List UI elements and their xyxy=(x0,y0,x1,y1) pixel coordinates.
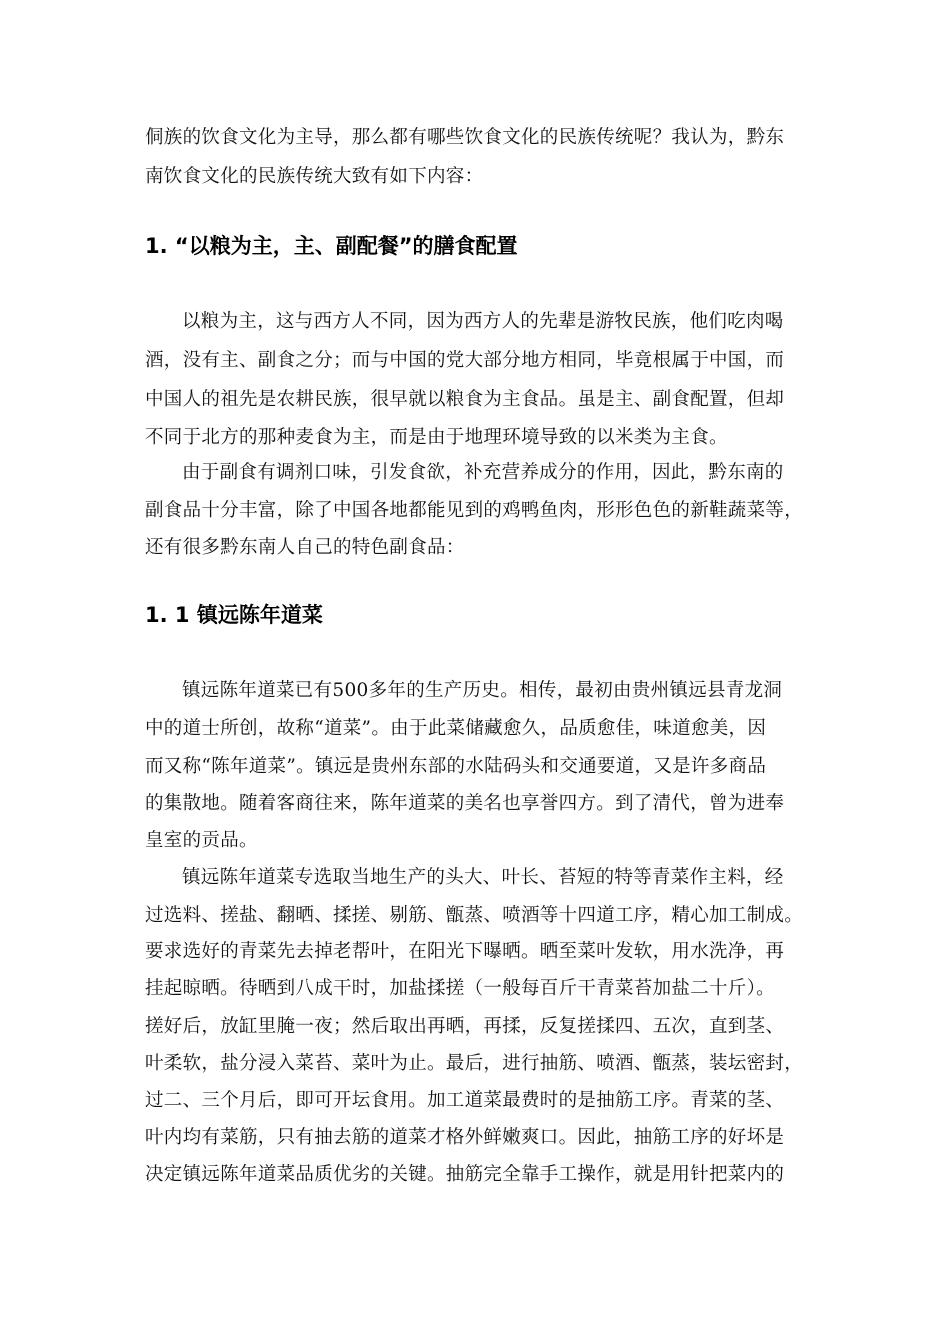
intro-line-2: 南饮食文化的民族传统大致有如下内容： xyxy=(145,166,484,187)
section1-para2-line-2: 副食品十分丰富，除了中国各地都能见到的鸡鸭鱼肉，形形色色的新鞋蔬菜等， xyxy=(145,500,804,521)
section-heading-1: 1. “以粮为主，主、副配餐”的膳食配置 xyxy=(145,234,518,258)
section1-para1-line-2: 酒，没有主、副食之分；而与中国的党大部分地方相同，毕竟根属于中国，而 xyxy=(145,350,785,371)
section1-1-para2-line-7: 过二、三个月后，即可开坛食用。加工道菜最费时的是抽筋工序。青菜的茎、 xyxy=(145,1090,785,1111)
section1-1-para2-line-2: 过选料、搓盐、翻晒、揉搓、剔筋、甑蒸、喷酒等十四道工序，精心加工制成。 xyxy=(145,905,804,926)
section1-1-para1-line-2: 中的道士所创，故称“道菜”。由于此菜储藏愈久，品质愈佳，味道愈美，因 xyxy=(145,718,767,739)
section1-1-para1-line-3: 而又称“陈年道菜”。镇远是贵州东部的水陆码头和交通要道，又是许多商品 xyxy=(145,756,767,777)
section1-1-para1-line-5: 皇室的贡品。 xyxy=(145,830,258,851)
section1-para1-line-4: 不同于北方的那种麦食为主，而是由于地理环境导致的以米类为主食。 xyxy=(145,427,728,448)
section1-1-para2-line-6: 叶柔软，盐分浸入菜苔、菜叶为止。最后，进行抽筋、喷酒、甑蒸，装坛密封， xyxy=(145,1053,804,1074)
section1-para2-line-1: 由于副食有调剂口味，引发食欲，补充营养成分的作用，因此，黔东南的 xyxy=(182,462,784,483)
section-heading-1-1: 1. 1 镇远陈年道菜 xyxy=(145,603,323,627)
section1-para1-line-3: 中国人的祖先是农耕民族，很早就以粮食为主食品。虽是主、副食配置，但却 xyxy=(145,389,785,410)
intro-line-1: 侗族的饮食文化为主导，那么都有哪些饮食文化的民族传统呢？我认为，黔东 xyxy=(145,127,785,148)
section1-1-para1-line-1: 镇远陈年道菜已有500多年的生产历史。相传，最初由贵州镇远县青龙洞 xyxy=(182,680,783,701)
section1-1-para2-line-4: 挂起晾晒。待晒到八成干时，加盐揉搓（一般每百斤干青菜苔加盐二十斤）。 xyxy=(145,978,775,999)
section1-para1-line-1: 以粮为主，这与西方人不同，因为西方人的先辈是游牧民族，他们吃肉喝 xyxy=(182,311,784,332)
section1-1-para2-line-3: 要求选好的青菜先去掉老帮叶，在阳光下曝晒。晒至菜叶发软，用水洗净，再 xyxy=(145,941,785,962)
section1-para2-line-3: 还有很多黔东南人自己的特色副食品： xyxy=(145,537,465,558)
section1-1-para2-line-8: 叶内均有菜筋，只有抽去筋的道菜才格外鲜嫩爽口。因此，抽筋工序的好坏是 xyxy=(145,1127,785,1148)
section1-1-para1-line-4: 的集散地。随着客商往来，陈年道菜的美名也享誉四方。到了清代，曾为进奉 xyxy=(145,793,785,814)
section1-1-para2-line-1: 镇远陈年道菜专选取当地生产的头大、叶长、苔短的特等青菜作主料，经 xyxy=(182,867,784,888)
section1-1-para2-line-9: 决定镇远陈年道菜品质优劣的关键。抽筋完全靠手工操作，就是用针把菜内的 xyxy=(145,1164,785,1185)
section1-1-para2-line-5: 搓好后，放缸里腌一夜；然后取出再晒，再揉，反复搓揉四、五次，直到茎、 xyxy=(145,1016,785,1037)
